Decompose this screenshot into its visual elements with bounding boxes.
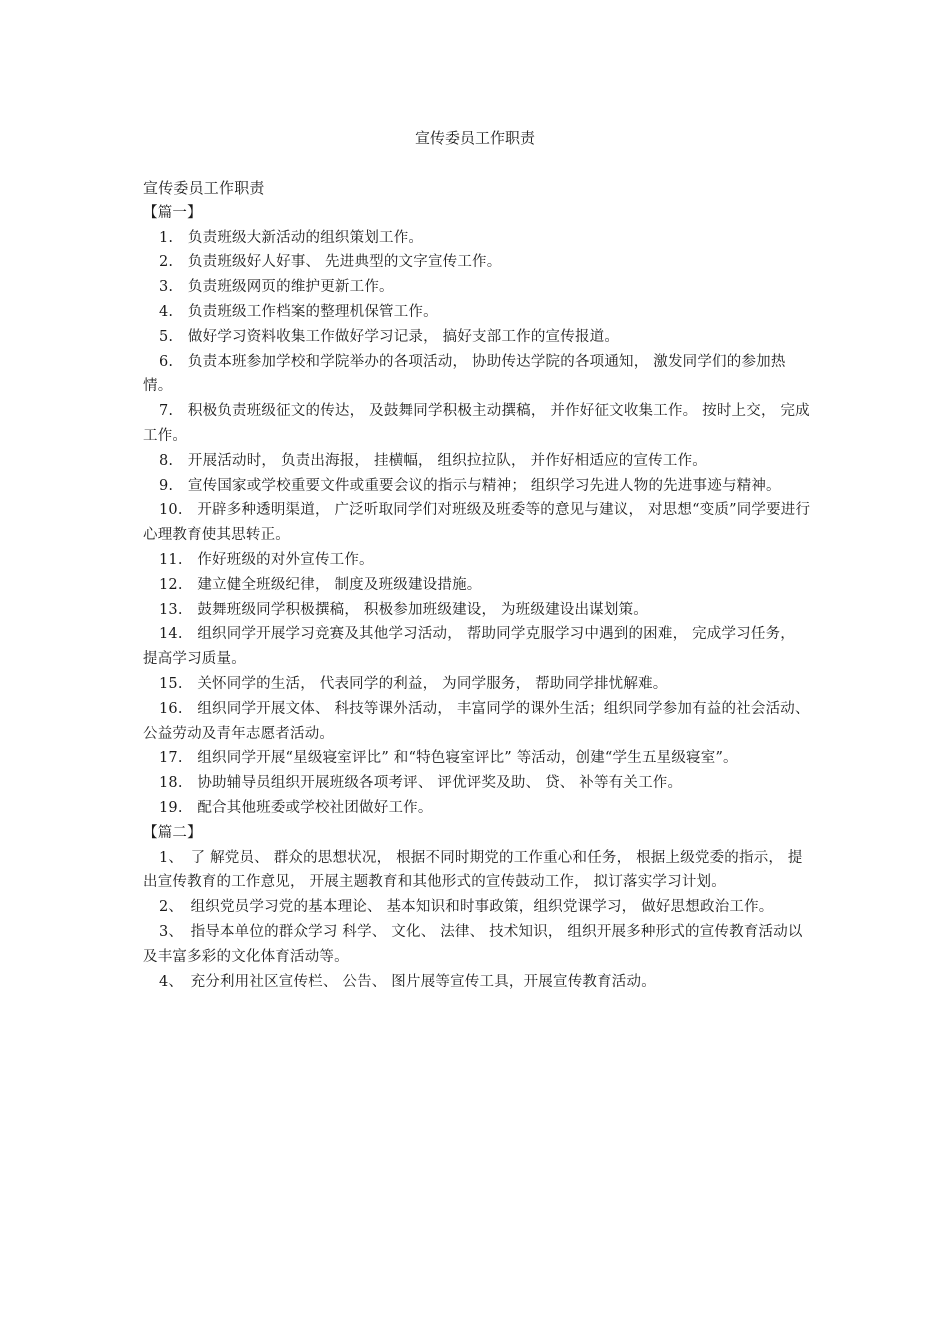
list-item: 4、 充分利用社区宣传栏、 公告、 图片展等宣传工具，开展宣传教育活动。 — [159, 973, 656, 990]
list-item: 2. 负责班级好人好事、 先进典型的文字宣传工作。 — [159, 254, 502, 271]
list-item: 16. 组织同学开展文体、 科技等课外活动， 丰富同学的课外生活；组织同学参加有益的社会活动、 公益劳动及青年志愿者活动。 — [143, 700, 810, 742]
section-heading: 【篇一】 — [143, 204, 202, 221]
document-title: 宣传委员工作职责 — [414, 129, 535, 147]
list-item: 6. 负责本班参加学校和学院举办的各项活动， 协助传达学院的各项通知， 激发同学们的参加热情。 — [143, 353, 786, 395]
list-item: 17. 组织同学开展“星级寝室评比” 和“特色寝室评比” 等活动，创建“学生五星级寝室”。 — [159, 750, 738, 767]
list-item: 14. 组织同学开展学习竞赛及其他学习活动， 帮助同学克服学习中遇到的困难， 完成学习任务， 提高学习质量。 — [143, 626, 795, 668]
document-subtitle: 宣传委员工作职责 — [143, 179, 265, 197]
list-item: 18. 协助辅导员组织开展班级各项考评、 评优评奖及助、 贷、 补等有关工作。 — [159, 775, 683, 792]
list-item: 1. 负责班级大新活动的组织策划工作。 — [159, 229, 424, 246]
list-item: 11. 作好班级的对外宣传工作。 — [159, 551, 374, 568]
list-item: 15. 关怀同学的生活， 代表同学的利益， 为同学服务， 帮助同学排忧解难。 — [159, 675, 668, 692]
list-item: 9. 宣传国家或学校重要文件或重要会议的指示与精神； 组织学习先进人物的先进事迹与精神。 — [159, 477, 781, 494]
list-item: 5. 做好学习资料收集工作做好学习记录， 搞好支部工作的宣传报道。 — [159, 328, 620, 345]
document-body — [143, 176, 811, 994]
list-item: 13. 鼓舞班级同学积极撰稿， 积极参加班级建设， 为班级建设出谋划策。 — [159, 601, 648, 618]
list-item: 7. 积极负责班级征文的传达， 及鼓舞同学积极主动撰稿， 并作好征文收集工作。 按时上交， 完成工作。 — [143, 403, 810, 444]
section-heading: 【篇二】 — [143, 824, 202, 841]
list-item: 3、 指导本单位的群众学习 科学、 文化、 法律、 技术知识， 组织开展多种形式的宣传教育活动以及丰富多彩的文化体育活动等。 — [143, 923, 803, 965]
list-item: 3. 负责班级网页的维护更新工作。 — [159, 279, 394, 296]
list-item: 10. 开辟多种透明渠道， 广泛听取同学们对班级及班委等的意见与建议， 对思想“变质”同学要进行心理教育使其思转正。 — [143, 502, 811, 544]
list-item: 19. 配合其他班委或学校社团做好工作。 — [159, 799, 433, 816]
list-item: 12. 建立健全班级纪律， 制度及班级建设措施。 — [159, 576, 482, 593]
list-item: 2、 组织党员学习党的基本理论、 基本知识和时事政策，组织党课学习， 做好思想政治工作。 — [159, 899, 774, 916]
list-item: 8. 开展活动时， 负责出海报， 挂横幅， 组织拉拉队， 并作好相适应的宣传工作。 — [159, 452, 707, 469]
list-item: 1、 了 解党员、 群众的思想状况， 根据不同时期党的工作重心和任务， 根据上级党委的指示， 提出宣传教育的工作意见， 开展主题教育和其他形式的宣传鼓动工作， 拟订落实学习计划。 — [143, 849, 803, 891]
list-item: 4. 负责班级工作档案的整理机保管工作。 — [159, 303, 438, 320]
